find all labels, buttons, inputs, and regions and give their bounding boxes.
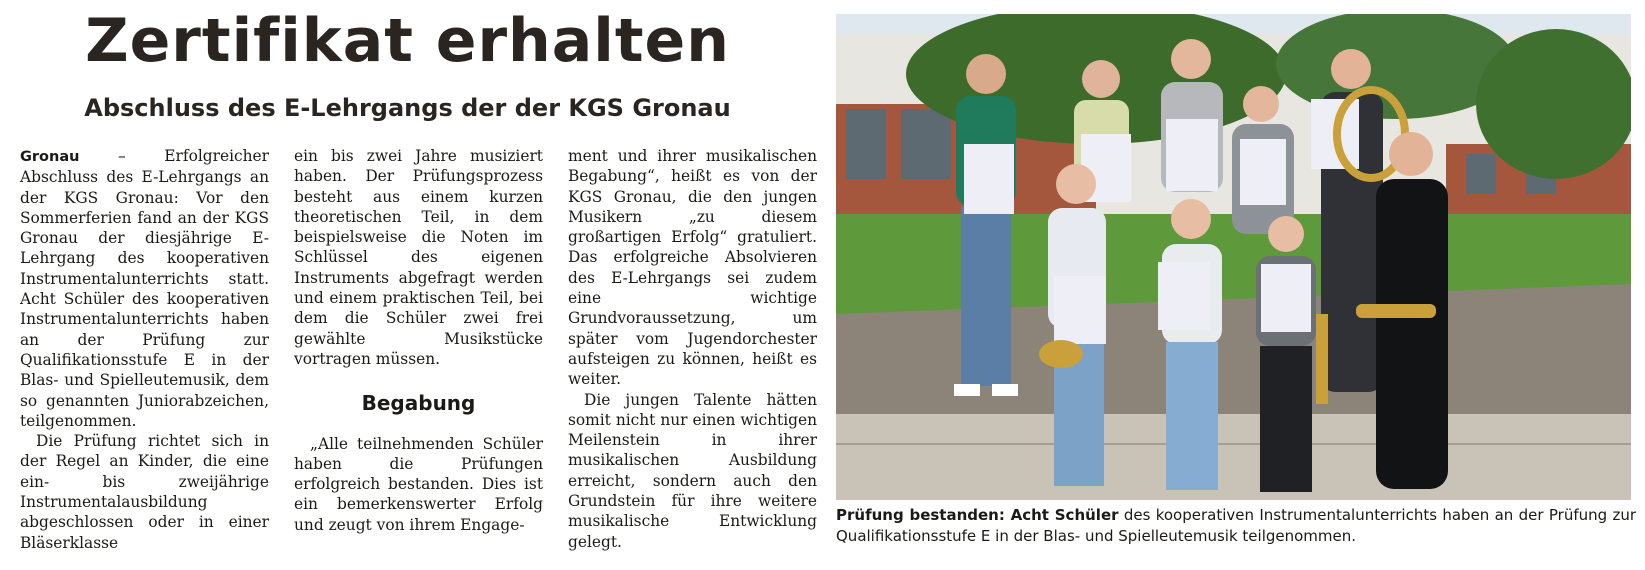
group-photo [836, 14, 1631, 500]
section-subtitle: Begabung [361, 391, 476, 416]
subheadline: Abschluss des E-Lehrgangs der der KGS Gronau [84, 94, 731, 122]
article-column-2 [294, 146, 543, 554]
article-column-1 [20, 146, 269, 554]
photo-stage-front [836, 414, 1631, 500]
paragraph: Die Prüfung richtet sich in der Regel an Kinder, die eine ein- bis zweijährige Instrumentalausbildung abgeschlossen oder in einer Bläserklasse [20, 432, 269, 552]
caption-text: des kooperativen Instrumentalunterrichts haben an der Prüfung zur Qualifikationsstufe E in der Blas- und Spielleutemusik teilgenommen. [836, 506, 1637, 545]
article-body [20, 146, 820, 554]
paragraph: ein bis zwei Jahre musiziert haben. Der Prüfungsprozess besteht aus einem kurzen theoretischen Teil, in dem beispielsweise die Noten im Schlüssel des eigenen Instruments abgefragt werden und einem praktischen Teil, bei dem die Schüler zwei frei gewählte Musikstücke vortragen müssen. [294, 147, 543, 368]
paragraph: „Alle teilnehmenden Schüler haben die Prüfungen erfolgreich bestanden. Dies ist ein bemerkenswerter Erfolg und zeugt von ihrem Engage- [294, 434, 543, 534]
paragraph: Die jungen Talente hätten somit nicht nur einen wichtigen Meilenstein in ihrer musikalischen Ausbildung erreicht, sondern auch den Grundstein für ihre weitere musikalische Entwicklung gelegt. [568, 390, 817, 551]
person [954, 54, 1018, 396]
photo-caption [836, 505, 1636, 547]
article-column-3 [568, 146, 817, 554]
paragraph [20, 146, 269, 431]
headline: Zertifikat erhalten [85, 6, 730, 76]
paragraph-text: – Erfolgreicher Abschluss des E-Lehrgangs an der KGS Gronau: Vor den Sommerferien fand an der KGS Gronau der diesjährige E-Lehrgang des kooperativen Instrumentalunterrichts statt. Acht Schüler des kooperativen Instrumentalunterrichts haben an der Prüfung zur Qualifikationsstufe E in der Blas- und Spielleutemusik, dem so genannten Juniorabzeichen, teilgenommen. [20, 147, 269, 430]
paragraph: ment und ihrer musikalischen Begabung“, heißt es von der KGS Gronau, die den jungen Musikern „zu diesem großartigen Erfolg“ gratuliert. Das erfolgreiche Absolvieren des E-Lehrgangs sei zudem eine wichtige Grundvoraussetzung, um später vom Jugendorchester aufsteigen zu können, heißt es weiter. [568, 147, 817, 389]
dateline: Gronau [20, 149, 80, 165]
caption-lead: Prüfung bestanden: Acht Schüler [836, 506, 1119, 524]
